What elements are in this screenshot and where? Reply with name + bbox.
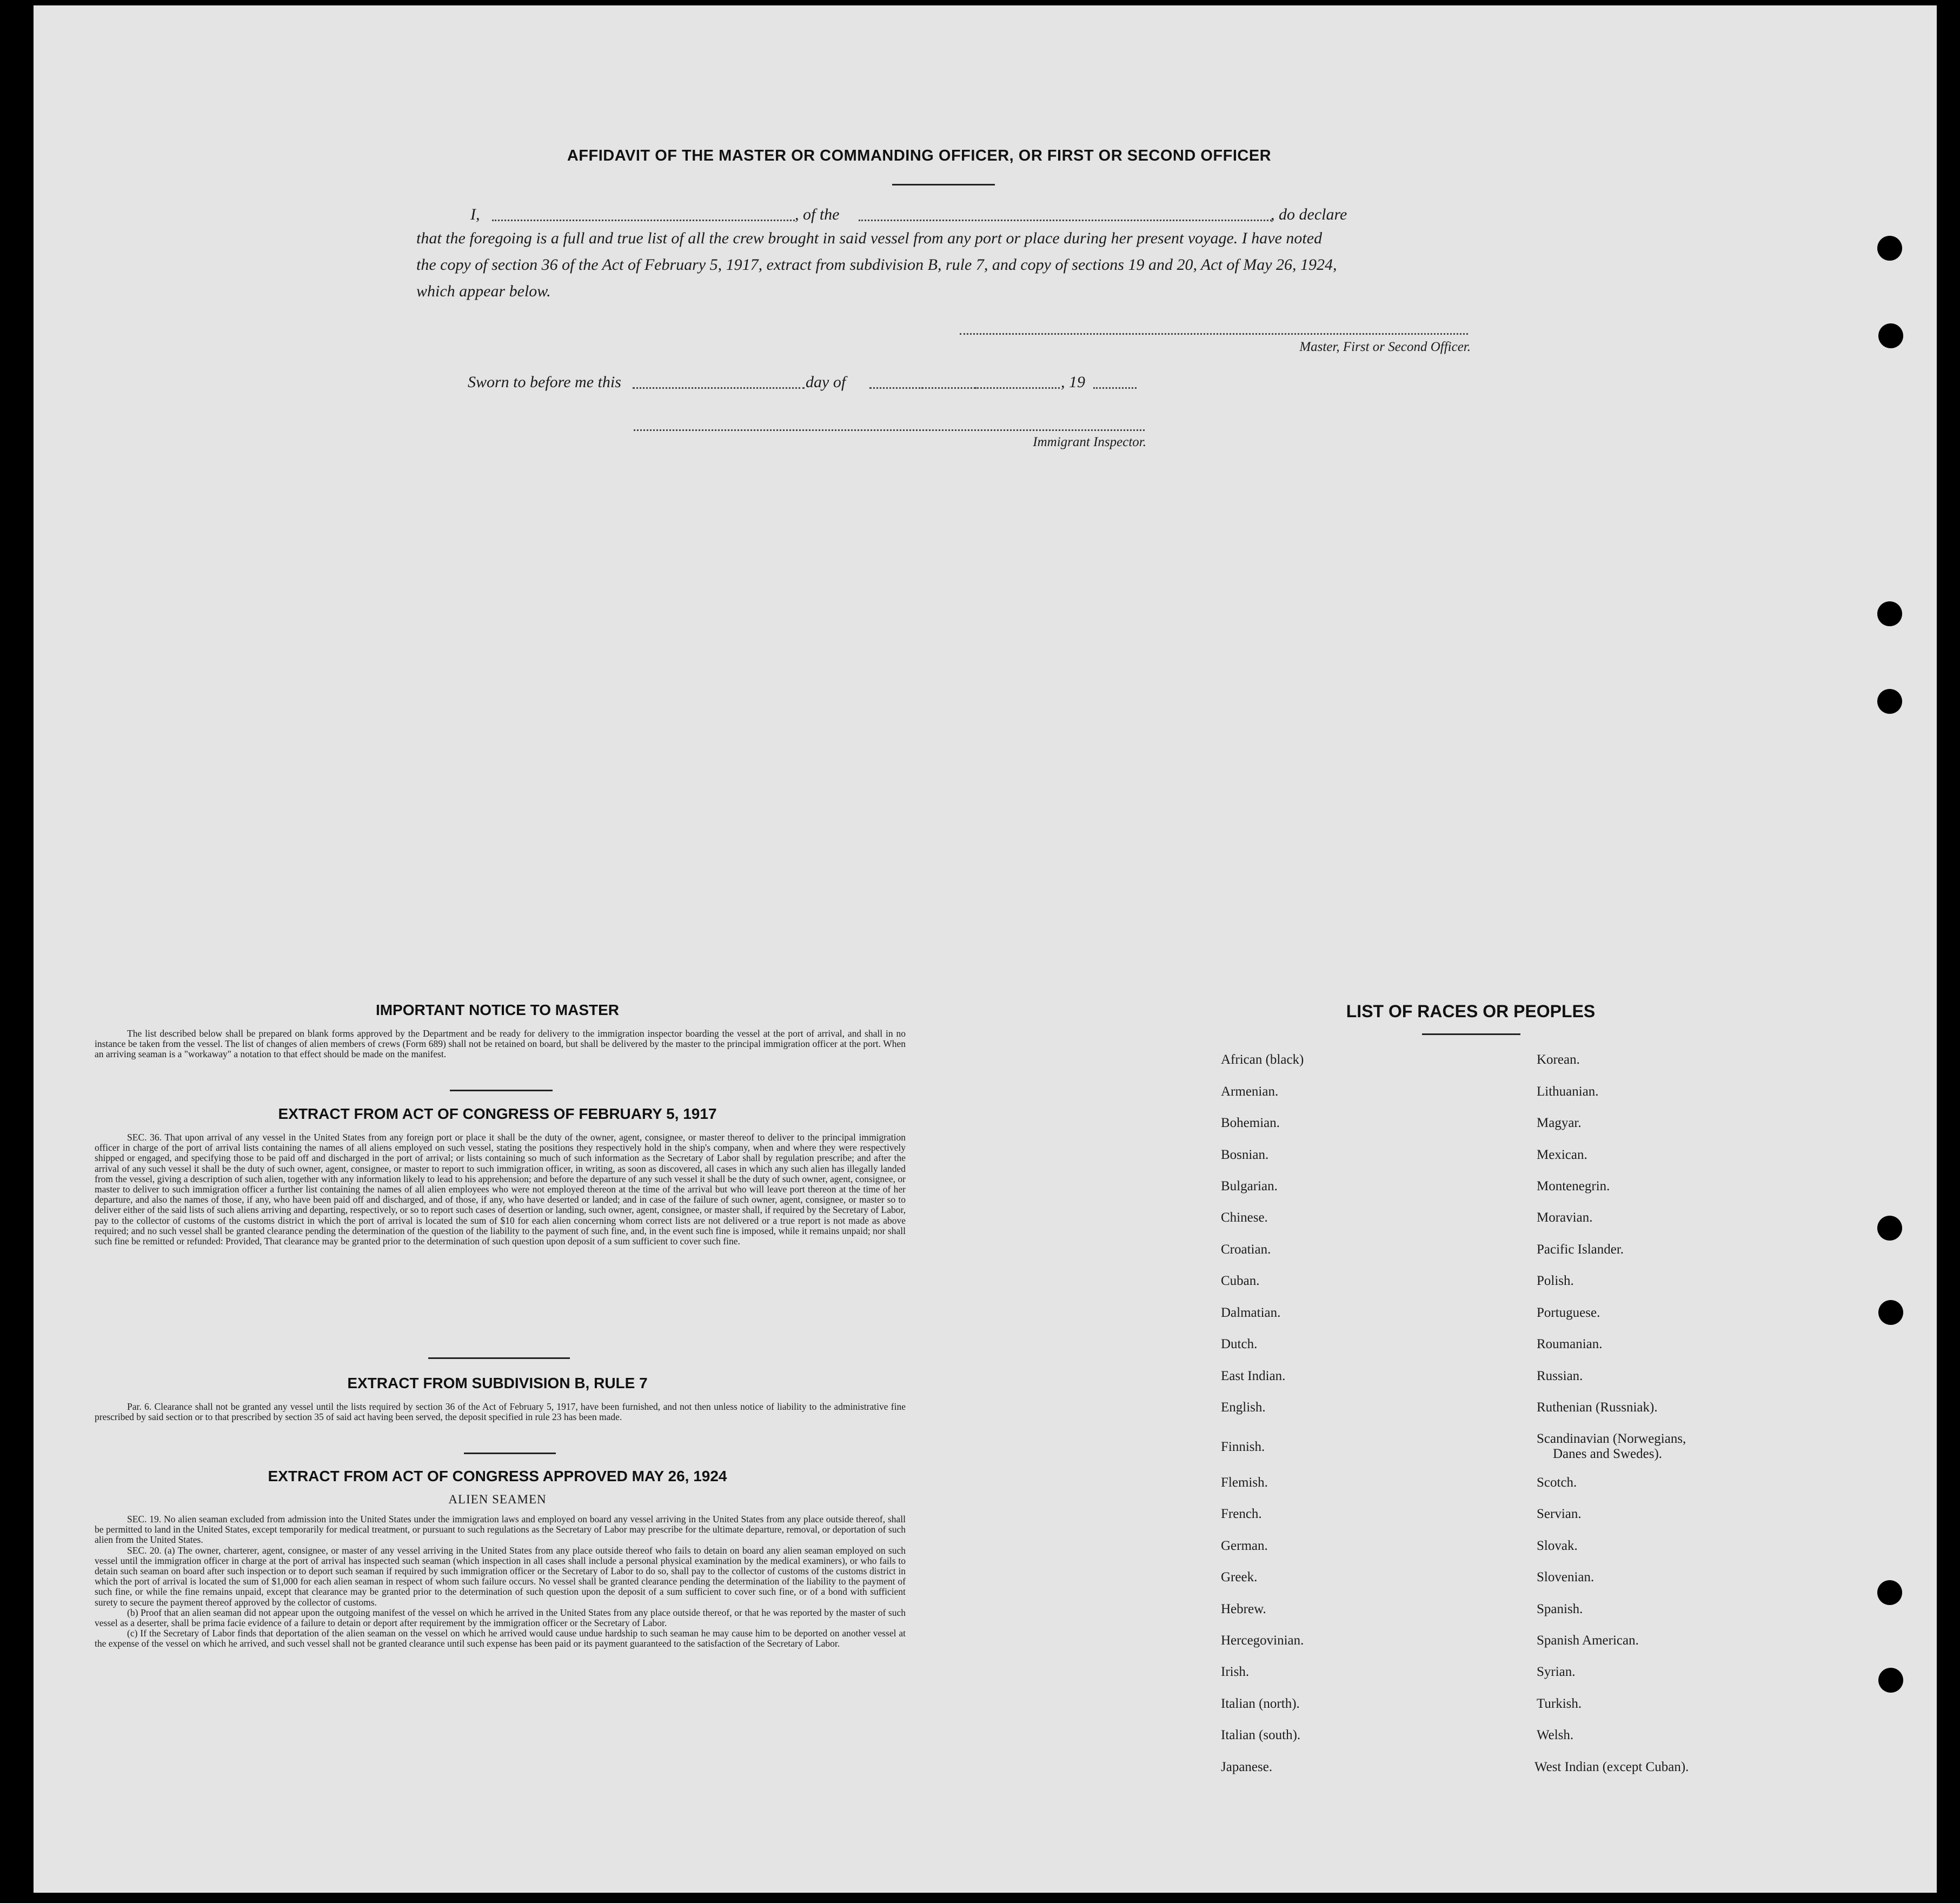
race-item: Bosnian. xyxy=(1221,1148,1269,1162)
label-year: , 19 xyxy=(1061,373,1085,391)
race-item: Polish. xyxy=(1537,1274,1574,1288)
extract-1917-paragraph: SEC. 36. That upon arrival of any vessel in the United States from any foreign port or place it shall be the duty of the owner, agent, consignee, or master thereof to deliver to the principal immigration officer in charge of the port of arrival lists containing the names of all aliens employed on such vessel, stating the positions they respectively hold in the ship's company, when and where they were respectively shipped or engaged, and specifying those to be paid off and discharged in the port of arrival; or lists containing so much of such information as the Secretary of Labor shall by regulation prescribe; and after the arrival of any such vessel it shall be the duty of such owner, agent, consignee, or master to report to such immigration officer, in writing, as soon as discovered, all cases in which any such alien has illegally landed from the vessel, giving a description of such alien, together with any information likely to lead to his apprehension; and before the departure of any such vessel it shall be the duty of such owner, agent, consignee, or master to deliver to such immigration officer a further list containing the names of all alien employees who were not employed thereon at the time of the arrival but who will leave port thereon at the time of her departure, and also the names of those, if any, who have been paid off and discharged, and of those, if any, who have deserted or landed; and in case of the failure of such owner, agent, consignee, or master so to deliver either of the said lists of such aliens arriving and departing, respectively, or so to report such cases of desertion or landing, such owner, agent, consignee, or master shall, if required by the Secretary of Labor, pay to the collector of customs of the customs district in which the port of arrival is located the sum of $10 for each alien concerning whom correct lists are not delivered or a true report is not made as above required; and no such vessel shall be granted clearance pending the determination of the question of the liability to the payment of such fine, and, in the event such fine is imposed, while it remains unpaid; nor shall such fine be remitted or refunded: Provided, That clearance may be granted prior to the determination of such question upon deposit of a sum sufficient to cover such fine. xyxy=(95,1132,906,1247)
binder-hole xyxy=(1877,1580,1902,1605)
section-divider xyxy=(428,1357,570,1359)
race-item: Croatian. xyxy=(1221,1242,1271,1257)
binder-hole xyxy=(1877,236,1902,261)
affidavit-body-line: that the foregoing is a full and true list of all the crew brought in said vessel from any port or place during her present voyage. I have noted xyxy=(416,229,1323,247)
race-item: Slovenian. xyxy=(1537,1570,1594,1584)
sec20a-paragraph: SEC. 20. (a) The owner, charterer, agent, consignee, or master of any vessel arriving in the United States from any place outside thereof who fails to detain on board any alien seaman employed on such vessel until the immigration officer in charge at the port of arrival has inspected such seaman (which inspection in all cases shall include a personal physical examination by the medical examiners), or who fails to detain such seaman on board after such inspection or to deport such seaman if required by such immigration officer or the Secretary of Labor to do so, shall pay to the collector of customs of the customs district in which the port of arrival is located the sum of $1,000 for each alien seaman in respect of whom such failure occurs. No vessel shall be granted clearance pending the determination of the liability to the payment of such fine, or while the fine remains unpaid, except that clearance may be granted prior to the determination of such question upon the deposit of a sum sufficient to cover such fine, or of a bond with sufficient surety to secure the payment thereof approved by the collector of customs. xyxy=(95,1544,906,1608)
affidavit-body-line: which appear below. xyxy=(416,282,551,300)
extract-1917-title: EXTRACT FROM ACT OF CONGRESS OF FEBRUARY 5, 1917 xyxy=(278,1105,717,1122)
extract-1917-text xyxy=(95,1132,906,1246)
races-title: LIST OF RACES OR PEOPLES xyxy=(1346,1002,1596,1021)
affidavit-body-line: the copy of section 36 of the Act of February 5, 1917, extract from subdivision B, rule 7, and copy of sections 19 and 20, Act of May 26, 1924, xyxy=(416,256,1337,274)
race-item: African (black) xyxy=(1221,1052,1304,1067)
race-item: Dutch. xyxy=(1221,1337,1258,1351)
race-item: Cuban. xyxy=(1221,1274,1260,1288)
race-item: Irish. xyxy=(1221,1665,1250,1679)
race-item: Danes and Swedes). xyxy=(1553,1447,1663,1461)
race-item: Turkish. xyxy=(1537,1696,1582,1711)
affidavit-body xyxy=(416,225,1487,304)
subdivision-b-title: EXTRACT FROM SUBDIVISION B, RULE 7 xyxy=(347,1375,648,1391)
race-item: Scotch. xyxy=(1537,1475,1577,1490)
extract-1924-text xyxy=(95,1514,906,1649)
section-divider xyxy=(464,1453,556,1454)
subdivision-b-paragraph: Par. 6. Clearance shall not be granted any vessel until the lists required by section 36 of the Act of February 5, 1917, have been furnished, and not then unless notice of liability to the administrative fine prescribed by said section or to that prescribed by section 35 of said act having been served, the deposit specified in rule 23 has been made. xyxy=(95,1401,906,1423)
inspector-signature-line[interactable] xyxy=(634,429,1145,431)
race-item: Roumanian. xyxy=(1537,1337,1603,1351)
label-day-of: day of xyxy=(806,373,846,391)
race-item: Syrian. xyxy=(1537,1665,1576,1679)
name-field[interactable] xyxy=(492,220,795,221)
master-signature-caption: Master, First or Second Officer. xyxy=(1299,340,1471,354)
race-item: Mexican. xyxy=(1537,1148,1587,1162)
race-item: Armenian. xyxy=(1221,1084,1279,1099)
binder-hole xyxy=(1878,323,1903,348)
race-item: Italian (north). xyxy=(1221,1696,1300,1711)
label-of-the: , of the xyxy=(795,205,840,223)
master-signature-line[interactable] xyxy=(960,333,1468,335)
race-item: Hebrew. xyxy=(1221,1602,1266,1616)
label-do-declare: , do declare xyxy=(1271,205,1347,223)
binder-hole xyxy=(1877,1216,1902,1241)
race-item: Hercegovinian. xyxy=(1221,1633,1304,1648)
sworn-month-field-ext xyxy=(921,387,1060,389)
race-item: Finnish. xyxy=(1221,1440,1265,1454)
binder-hole xyxy=(1878,1300,1903,1325)
sec20b-paragraph: (b) Proof that an alien seaman did not appear upon the outgoing manifest of the vessel on which he arrived in the United States from any place outside thereof, or that he was reported by the master of such vessel as a deserter, shall be prima facie evidence of a failure to detain or deport after requirement by the immigration officer or the Secretary of Labor. xyxy=(95,1607,906,1629)
race-item: Russian. xyxy=(1537,1369,1583,1383)
race-item: Montenegrin. xyxy=(1537,1179,1610,1193)
notice-title: IMPORTANT NOTICE TO MASTER xyxy=(375,1002,620,1018)
race-item: Ruthenian (Russniak). xyxy=(1537,1400,1658,1415)
race-item: Magyar. xyxy=(1537,1116,1582,1130)
race-item: East Indian. xyxy=(1221,1369,1286,1383)
race-item: Pacific Islander. xyxy=(1537,1242,1624,1257)
vessel-field[interactable] xyxy=(859,220,1272,221)
race-item: Scandinavian (Norwegians, xyxy=(1537,1431,1686,1446)
race-item: West Indian (except Cuban). xyxy=(1534,1760,1689,1774)
race-item: Chinese. xyxy=(1221,1210,1268,1225)
binder-hole xyxy=(1877,601,1902,626)
race-item: Flemish. xyxy=(1221,1475,1268,1490)
race-item: Bulgarian. xyxy=(1221,1179,1278,1193)
race-item: English. xyxy=(1221,1400,1266,1415)
binder-hole xyxy=(1877,689,1902,714)
race-item: Japanese. xyxy=(1221,1760,1273,1774)
sec20c-paragraph: (c) If the Secretary of Labor finds that deportation of the alien seaman on the vessel on which he arrived would cause undue hardship to such seaman he may cause him to be deported on another vessel at the expense of the vessel on which he arrived, and such vessel shall not be granted clearance until such expense has been paid or its payment guaranteed to the satisfaction of the Secretary of Labor. xyxy=(95,1628,906,1649)
race-item: Greek. xyxy=(1221,1570,1258,1584)
affidavit-line1 xyxy=(416,201,1487,228)
sec19-paragraph: SEC. 19. No alien seaman excluded from admission into the United States under the immigration laws and employed on board any vessel arriving in the United States from any place outside thereof, shall be permitted to land in the United States, except temporarily for medical treatment, or pursuant to such regulations as the Secretary of Labor may prescribe for the ultimate departure, removal, or deportation of such alien from the United States. xyxy=(95,1514,906,1546)
races-title-underline xyxy=(1422,1033,1520,1035)
race-item: Dalmatian. xyxy=(1221,1305,1281,1320)
label-i: I, xyxy=(470,205,480,223)
race-item: Bohemian. xyxy=(1221,1116,1280,1130)
race-item: Slovak. xyxy=(1537,1539,1578,1553)
sworn-line xyxy=(416,369,1227,396)
race-item: Portuguese. xyxy=(1537,1305,1600,1320)
notice-text xyxy=(95,1029,906,1060)
race-item: Italian (south). xyxy=(1221,1728,1301,1742)
race-item: Welsh. xyxy=(1537,1728,1574,1742)
race-item: Moravian. xyxy=(1537,1210,1593,1225)
race-item: Spanish. xyxy=(1537,1602,1583,1616)
notice-paragraph: The list described below shall be prepared on blank forms approved by the Department and be ready for delivery to the immigration inspector boarding the vessel at the port of arrival, and shall in no instance be taken from the vessel. The list of changes of alien members of crews (Form 689) shall not be retained on board, but shall be delivered by the master to the principal immigration officer at the port. When an arriving seaman is a "workaway" a notation to that effect should be made on the manifest. xyxy=(95,1028,906,1060)
race-item: German. xyxy=(1221,1539,1268,1553)
affidavit-title: AFFIDAVIT OF THE MASTER OR COMMANDING OFFICER, OR FIRST OR SECOND OFFICER xyxy=(567,147,1272,164)
inspector-caption: Immigrant Inspector. xyxy=(1033,435,1146,449)
race-item: French. xyxy=(1221,1507,1262,1521)
binder-hole xyxy=(1878,1668,1903,1693)
section-divider xyxy=(450,1090,553,1091)
title-divider xyxy=(892,184,995,185)
race-item: Servian. xyxy=(1537,1507,1582,1521)
extract-1924-subtitle: ALIEN SEAMEN xyxy=(448,1493,547,1506)
label-sworn: Sworn to before me this xyxy=(468,373,621,391)
race-item: Korean. xyxy=(1537,1052,1580,1067)
extract-1924-title: EXTRACT FROM ACT OF CONGRESS APPROVED MAY 26, 1924 xyxy=(268,1468,727,1484)
sworn-year-field[interactable] xyxy=(1093,387,1137,389)
race-item: Lithuanian. xyxy=(1537,1084,1599,1099)
subdivision-b-text xyxy=(95,1402,906,1422)
race-item: Spanish American. xyxy=(1537,1633,1639,1648)
sworn-day-field[interactable] xyxy=(633,387,805,389)
